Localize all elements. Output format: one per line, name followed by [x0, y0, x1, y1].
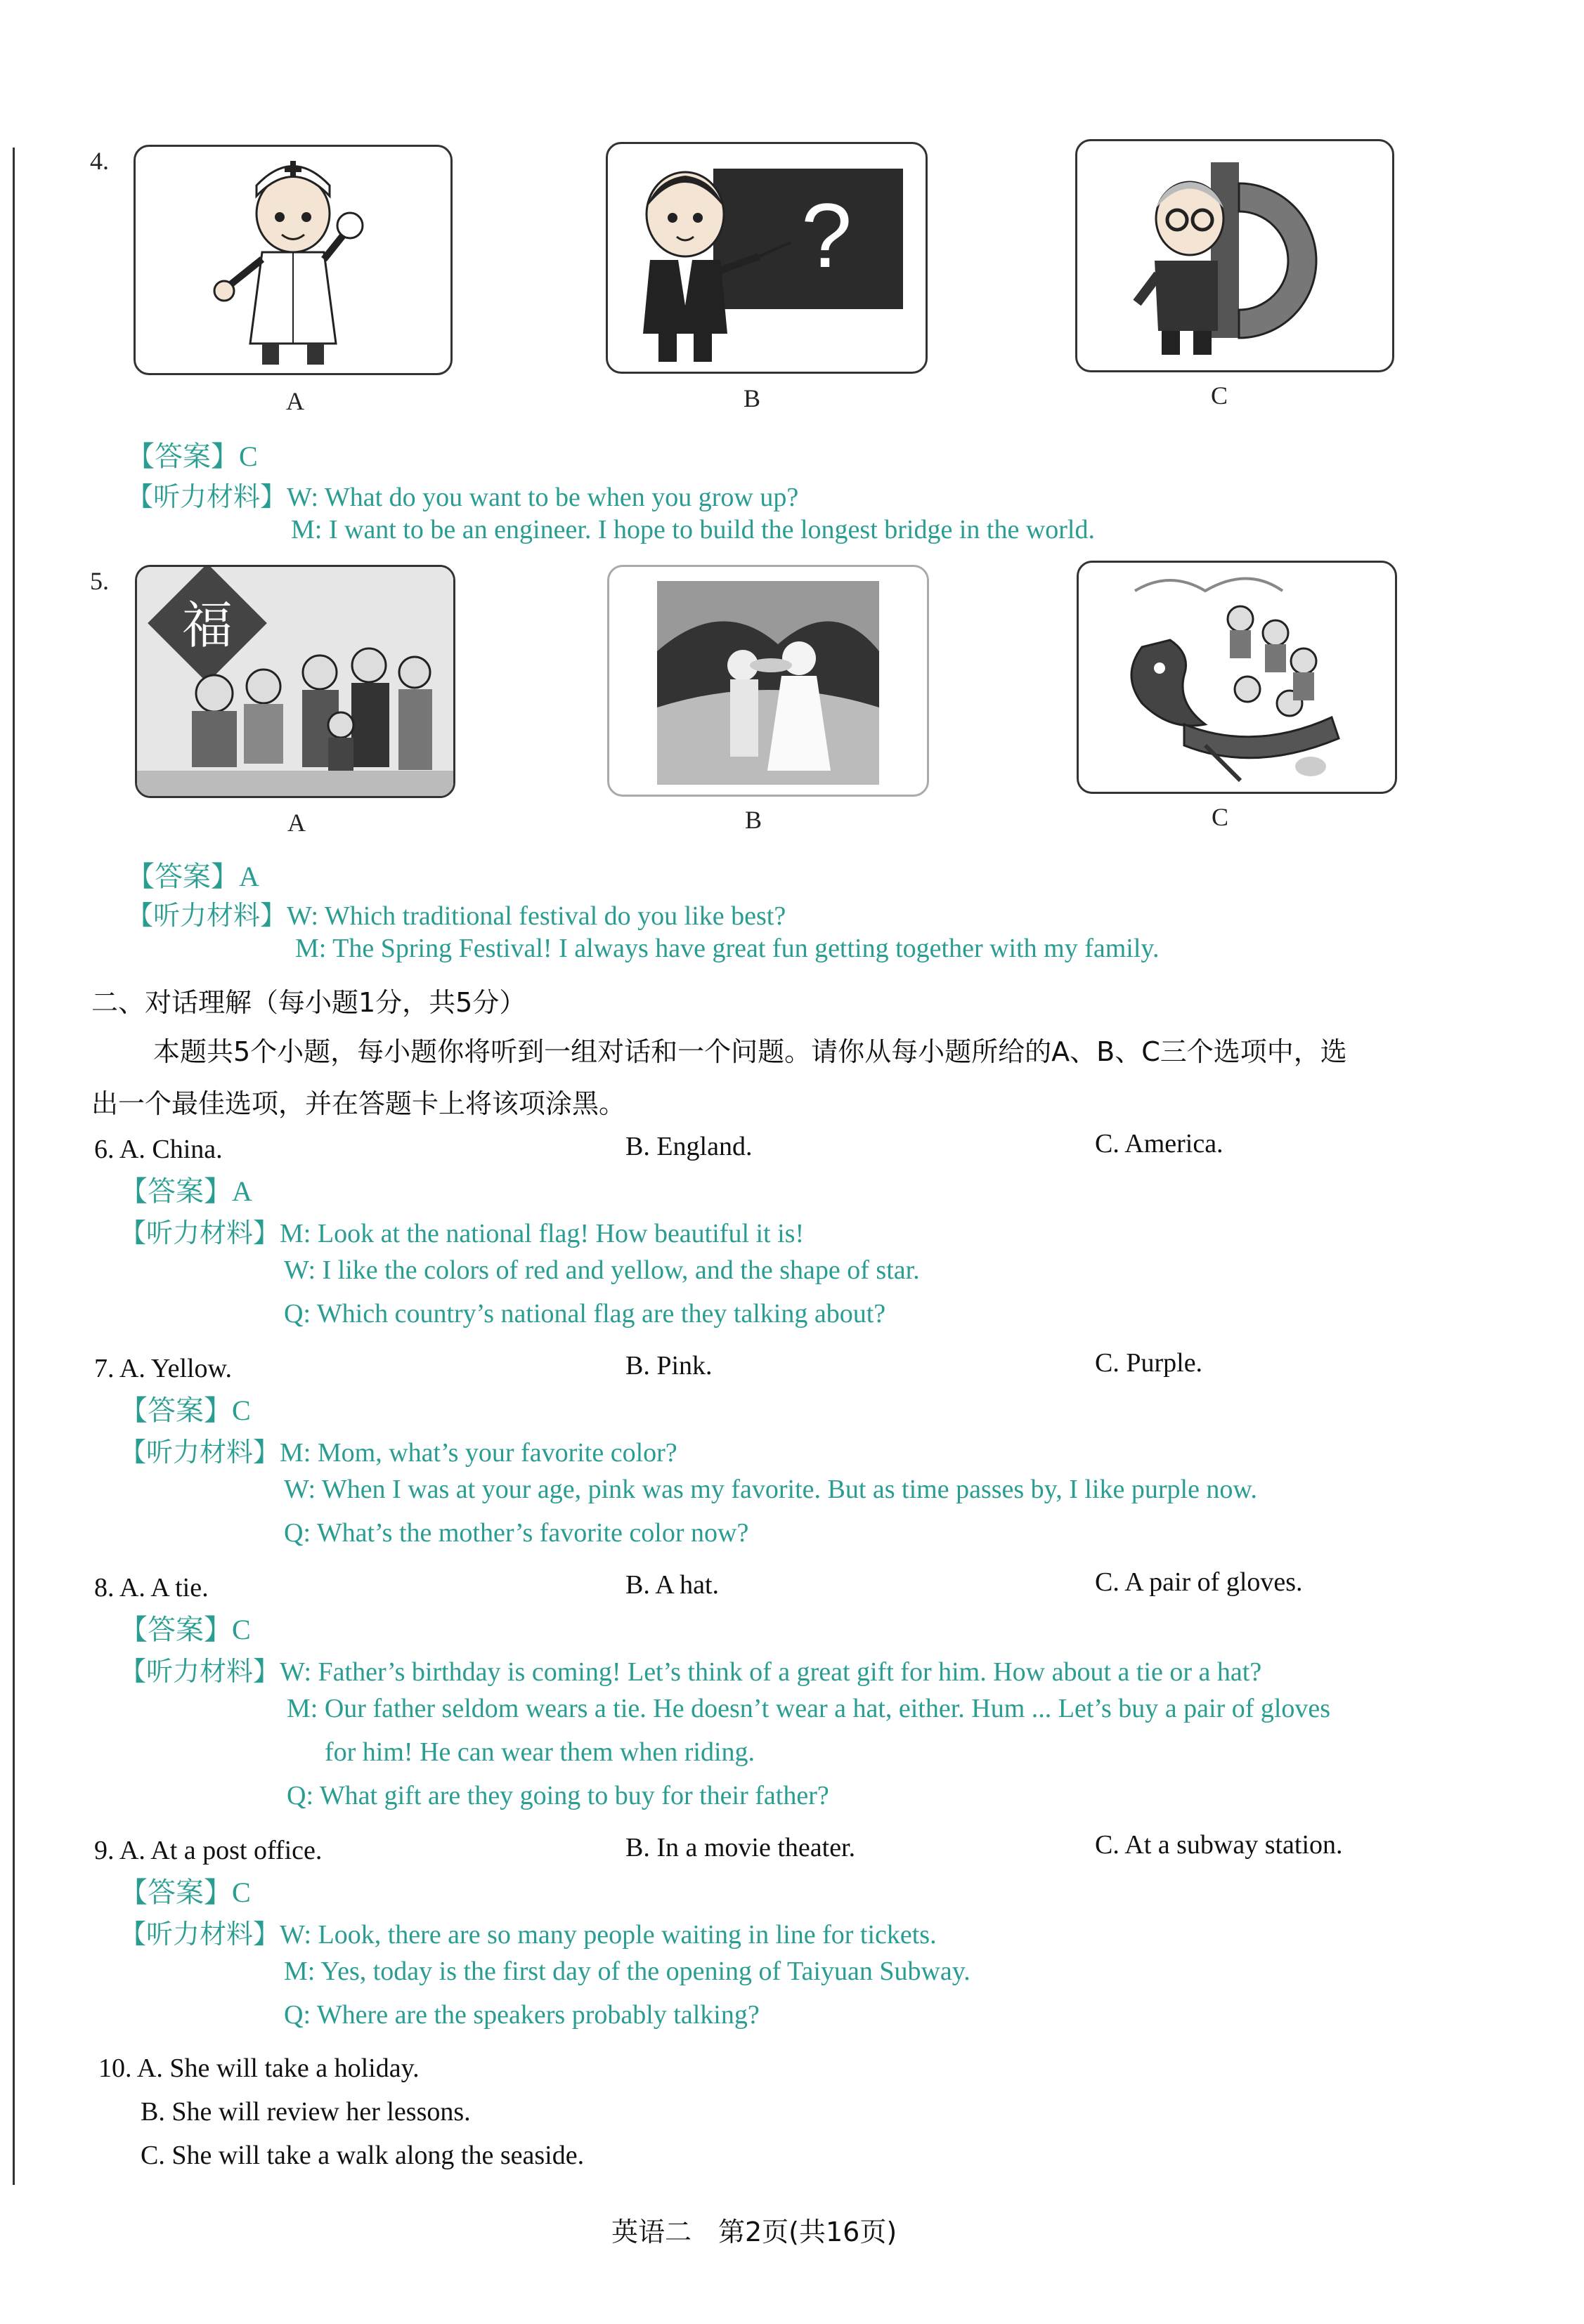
- q8-option-c: C. A pair of gloves.: [1095, 1567, 1303, 1597]
- q7-option-c: C. Purple.: [1095, 1348, 1203, 1378]
- q4-picture-b-teacher: [606, 142, 928, 374]
- q6-material-tag: 【听力材料】: [119, 1218, 280, 1248]
- q4-label-c: C: [1210, 381, 1228, 410]
- q7-material-tag: 【听力材料】: [119, 1437, 280, 1468]
- q8-option-a: 8. A. A tie.: [94, 1573, 209, 1602]
- q5-material-line-1: W: Which traditional festival do you like best?: [287, 901, 786, 931]
- q9-answer-value: C: [232, 1876, 251, 1908]
- q4-material-line-2: M: I want to be an engineer. I hope to build the longest bridge in the world.: [291, 515, 1095, 544]
- q9-option-a: 9. A. At a post office.: [94, 1836, 323, 1865]
- q7-material-line-1: M: Mom, what’s your favorite color?: [280, 1438, 677, 1468]
- section-2-instruction-line-2: 出一个最佳选项，并在答题卡上将该项涂黑。: [91, 1088, 626, 1119]
- q5-answer-tag: 【答案】: [126, 861, 239, 893]
- q4-answer-value: C: [239, 440, 258, 472]
- q5-label-c: C: [1211, 803, 1228, 831]
- q10-option-b: B. She will review her lessons.: [141, 2097, 471, 2127]
- q7-material-line-2: W: When I was at your age, pink was my favorite. But as time passes by, I like purple now.: [284, 1475, 1257, 1504]
- q9-answer: [119, 1870, 251, 1910]
- q4-label-a: A: [286, 387, 304, 415]
- q4-picture-a-doctor: [134, 145, 453, 375]
- q9-material-line-2: M: Yes, today is the first day of the opening of Taiyuan Subway.: [284, 1957, 970, 1986]
- q4-material: [126, 475, 798, 514]
- q9-material: [119, 1912, 937, 1951]
- q8-option-b: B. A hat.: [625, 1570, 720, 1600]
- q9-material-line-1: W: Look, there are so many people waiting in line for tickets.: [280, 1920, 937, 1950]
- q6-option-b: B. England.: [625, 1132, 753, 1161]
- q7-option-b: B. Pink.: [625, 1351, 713, 1380]
- q5-fu-character: 福: [181, 596, 233, 655]
- question-5-number: 5.: [90, 567, 109, 595]
- q5-answer-value: A: [239, 861, 259, 892]
- q6-material-line-3: Q: Which country’s national flag are they talking about?: [284, 1299, 886, 1329]
- q5-label-a: A: [287, 809, 306, 837]
- q8-material-line-2: M: Our father seldom wears a tie. He doesn’t wear a hat, either. Hum ... Let’s buy a pair of gloves: [287, 1694, 1331, 1723]
- q10-option-c: C. She will take a walk along the seaside.: [141, 2141, 585, 2170]
- q8-answer: [119, 1607, 251, 1647]
- q9-material-tag: 【听力材料】: [119, 1919, 280, 1950]
- q6-material-line-1: M: Look at the national flag! How beautiful it is!: [280, 1219, 805, 1248]
- q6-option-c: C. America.: [1095, 1129, 1223, 1158]
- q7-answer-value: C: [232, 1395, 251, 1426]
- q7-material-line-3: Q: What’s the mother’s favorite color now?: [284, 1518, 749, 1548]
- q5-picture-a-family-spring-festival: [135, 565, 455, 798]
- q6-answer-value: A: [232, 1175, 252, 1207]
- q4-material-line-1: W: What do you want to be when you grow up?: [287, 483, 799, 512]
- q6-material-line-2: W: I like the colors of red and yellow, and the shape of star.: [284, 1255, 920, 1285]
- q5-material-tag: 【听力材料】: [126, 900, 287, 931]
- q5-material: [126, 894, 786, 932]
- q8-material-line-4: Q: What gift are they going to buy for their father?: [287, 1781, 829, 1810]
- q7-option-a: 7. A. Yellow.: [94, 1354, 233, 1383]
- q7-material: [119, 1430, 677, 1469]
- binding-margin-line: [13, 148, 15, 2185]
- q6-answer: [119, 1169, 252, 1209]
- section-2-heading: 二、对话理解（每小题1分，共5分）: [91, 987, 526, 1018]
- q9-material-line-3: Q: Where are the speakers probably talking?: [284, 2000, 760, 2030]
- q5-answer: [126, 854, 259, 894]
- q7-answer-tag: 【答案】: [119, 1395, 232, 1427]
- q5-picture-b-festival-scene: [607, 565, 929, 797]
- q6-material: [119, 1211, 804, 1250]
- q10-option-a: 10. A. She will take a holiday.: [98, 2054, 420, 2083]
- q8-material-tag: 【听力材料】: [119, 1656, 280, 1687]
- section-2-instruction-line-1: 本题共5个小题，每小题你将听到一组对话和一个问题。请你从每小题所给的A、B、C三个选项中，选: [153, 1036, 1347, 1067]
- q4-label-b: B: [743, 384, 760, 412]
- page-footer: 英语二 第2页(共16页): [611, 2217, 897, 2247]
- q6-answer-tag: 【答案】: [119, 1175, 232, 1208]
- question-4-number: 4.: [90, 147, 109, 175]
- q9-option-b: B. In a movie theater.: [625, 1833, 856, 1862]
- q8-material-line-3: for him! He can wear them when riding.: [325, 1737, 755, 1767]
- q5-label-b: B: [744, 806, 762, 834]
- q4-picture-c-engineer: [1075, 139, 1394, 372]
- q9-answer-tag: 【答案】: [119, 1876, 232, 1909]
- q8-answer-value: C: [232, 1614, 251, 1645]
- q4-material-tag: 【听力材料】: [126, 481, 287, 512]
- q5-material-line-2: M: The Spring Festival! I always have great fun getting together with my family.: [295, 934, 1160, 963]
- q4-answer: [126, 434, 258, 474]
- q9-option-c: C. At a subway station.: [1095, 1830, 1343, 1860]
- q7-answer: [119, 1388, 251, 1428]
- q8-material: [119, 1650, 1261, 1688]
- q6-option-a: 6. A. China.: [94, 1135, 223, 1164]
- q8-material-line-1: W: Father’s birthday is coming! Let’s think of a great gift for him. How about a tie or a hat?: [280, 1657, 1262, 1687]
- q8-answer-tag: 【答案】: [119, 1614, 232, 1646]
- q5-picture-c-dragon-boat: [1077, 561, 1397, 794]
- q4-answer-tag: 【答案】: [126, 440, 239, 473]
- svg-text:?: ?: [801, 184, 852, 287]
